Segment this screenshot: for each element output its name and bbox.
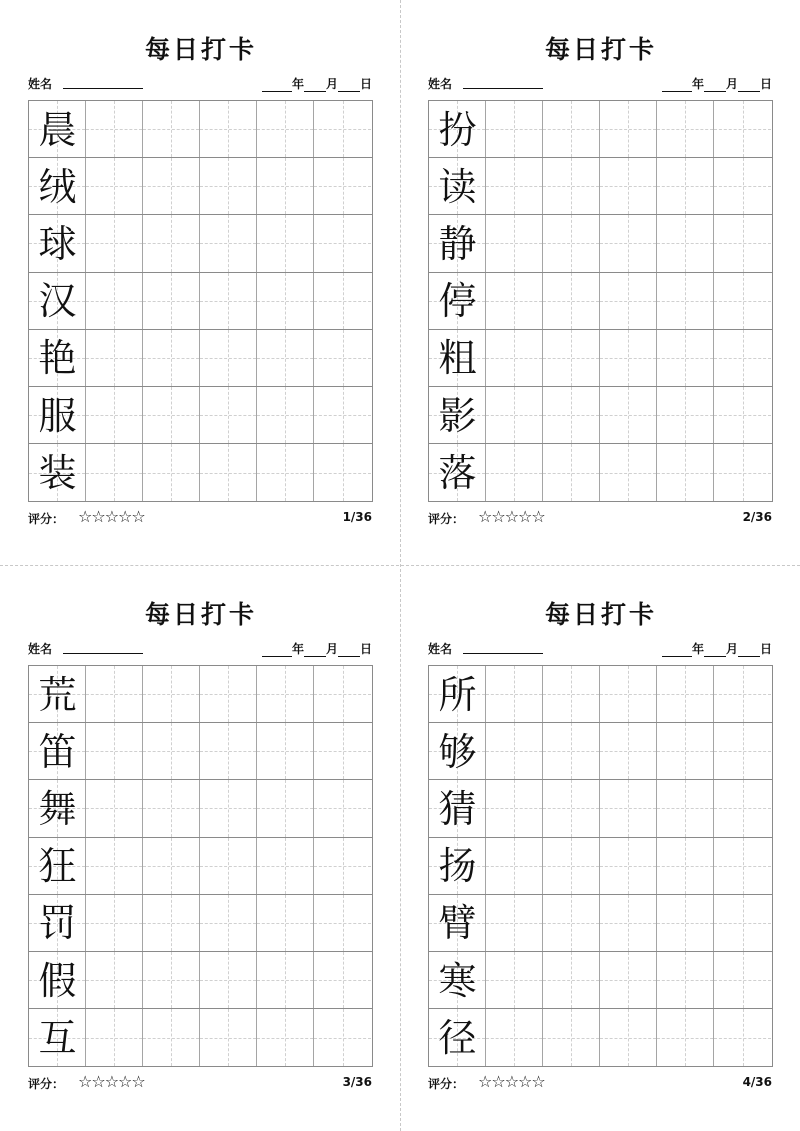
score-label: 评分： bbox=[428, 512, 465, 526]
month-label: 月 bbox=[725, 642, 738, 656]
name-field[interactable] bbox=[63, 653, 143, 654]
grid-row bbox=[429, 158, 772, 215]
model-character: 所 bbox=[438, 672, 477, 717]
score-label: 评分： bbox=[28, 512, 65, 526]
model-character: 装 bbox=[38, 450, 77, 495]
model-character: 艳 bbox=[38, 336, 77, 381]
grid-row bbox=[429, 387, 772, 444]
practice-cell[interactable] bbox=[714, 215, 771, 271]
practice-cell[interactable] bbox=[543, 952, 600, 1008]
grid-row bbox=[429, 444, 772, 501]
grid-row bbox=[29, 1009, 372, 1066]
practice-cell[interactable] bbox=[600, 895, 657, 951]
practice-cell[interactable] bbox=[600, 780, 657, 836]
practice-cell[interactable] bbox=[86, 101, 143, 157]
practice-cell[interactable] bbox=[657, 158, 714, 214]
practice-cell[interactable] bbox=[657, 330, 714, 386]
practice-cell[interactable] bbox=[86, 215, 143, 271]
practice-cell[interactable] bbox=[657, 387, 714, 443]
practice-cell[interactable] bbox=[86, 330, 143, 386]
practice-cell[interactable] bbox=[486, 895, 543, 951]
practice-cell[interactable] bbox=[714, 780, 771, 836]
card-title: 每日打卡 bbox=[144, 600, 257, 629]
date-fields bbox=[262, 640, 372, 657]
info-row bbox=[28, 640, 374, 658]
practice-cell[interactable] bbox=[314, 101, 371, 157]
date-fields bbox=[662, 640, 772, 657]
model-character: 粗 bbox=[438, 336, 477, 381]
practice-cell[interactable] bbox=[314, 215, 371, 271]
practice-cell[interactable] bbox=[143, 444, 200, 501]
practice-cell[interactable] bbox=[486, 387, 543, 443]
practice-cell[interactable] bbox=[600, 1009, 657, 1066]
practice-cell[interactable] bbox=[543, 273, 600, 329]
practice-cell[interactable] bbox=[657, 215, 714, 271]
grid-row bbox=[29, 387, 372, 444]
practice-cell[interactable] bbox=[257, 444, 314, 501]
practice-cell[interactable] bbox=[143, 273, 200, 329]
card-title: 每日打卡 bbox=[144, 35, 257, 64]
practice-cell[interactable] bbox=[486, 330, 543, 386]
grid-row bbox=[29, 158, 372, 215]
grid-row bbox=[29, 444, 372, 501]
practice-cell[interactable] bbox=[600, 838, 657, 894]
practice-cell[interactable] bbox=[600, 952, 657, 1008]
practice-cell[interactable] bbox=[543, 780, 600, 836]
year-field[interactable] bbox=[262, 79, 292, 92]
month-label: 月 bbox=[325, 77, 338, 91]
practice-cell[interactable] bbox=[200, 158, 257, 214]
practice-cell[interactable] bbox=[714, 952, 771, 1008]
card-footer bbox=[428, 1072, 774, 1093]
grid-row bbox=[429, 838, 772, 895]
practice-cell[interactable] bbox=[600, 330, 657, 386]
practice-cell[interactable] bbox=[86, 1009, 143, 1066]
practice-cell[interactable] bbox=[543, 1009, 600, 1066]
practice-card-4 bbox=[428, 565, 774, 1091]
practice-cell[interactable] bbox=[257, 387, 314, 443]
grid-row bbox=[429, 215, 772, 272]
practice-cell[interactable] bbox=[714, 1009, 771, 1066]
practice-cell[interactable] bbox=[600, 273, 657, 329]
practice-cell[interactable] bbox=[314, 1009, 371, 1066]
grid-row bbox=[29, 215, 372, 272]
practice-cell[interactable] bbox=[486, 444, 543, 501]
practice-cell[interactable] bbox=[314, 330, 371, 386]
practice-cell[interactable] bbox=[257, 215, 314, 271]
practice-cell[interactable] bbox=[600, 101, 657, 157]
practice-cell[interactable] bbox=[486, 780, 543, 836]
grid-row bbox=[429, 330, 772, 387]
grid-row bbox=[29, 273, 372, 330]
grid-row bbox=[429, 1009, 772, 1066]
practice-cell[interactable] bbox=[200, 444, 257, 501]
day-field[interactable] bbox=[738, 79, 760, 92]
grid-row bbox=[29, 838, 372, 895]
model-character: 静 bbox=[438, 221, 477, 266]
practice-cell[interactable] bbox=[143, 666, 200, 722]
star-rating-icon[interactable]: ☆☆☆☆☆ bbox=[78, 507, 145, 526]
practice-cell[interactable] bbox=[200, 723, 257, 779]
name-label: 姓名 bbox=[28, 642, 53, 656]
practice-cell[interactable] bbox=[714, 273, 771, 329]
model-character: 互 bbox=[38, 1015, 77, 1060]
practice-cell[interactable] bbox=[314, 387, 371, 443]
practice-cell[interactable] bbox=[86, 158, 143, 214]
practice-cell[interactable] bbox=[200, 780, 257, 836]
page-number: 4/36 bbox=[742, 1075, 772, 1089]
practice-cell[interactable] bbox=[257, 273, 314, 329]
year-label: 年 bbox=[691, 642, 704, 656]
practice-cell[interactable] bbox=[200, 387, 257, 443]
writing-grid bbox=[428, 100, 773, 502]
practice-cell[interactable] bbox=[143, 780, 200, 836]
grid-row bbox=[29, 101, 372, 158]
month-label: 月 bbox=[725, 77, 738, 91]
grid-row bbox=[429, 666, 772, 723]
practice-cell[interactable] bbox=[657, 444, 714, 501]
practice-cell[interactable] bbox=[543, 387, 600, 443]
practice-cell[interactable] bbox=[257, 158, 314, 214]
model-character: 荒 bbox=[38, 672, 77, 717]
name-label: 姓名 bbox=[428, 642, 453, 656]
practice-cell[interactable] bbox=[600, 158, 657, 214]
name-label: 姓名 bbox=[28, 77, 53, 91]
practice-cell[interactable] bbox=[486, 666, 543, 722]
practice-cell[interactable] bbox=[257, 780, 314, 836]
star-rating-icon[interactable]: ☆☆☆☆☆ bbox=[478, 507, 545, 526]
practice-cell[interactable] bbox=[714, 895, 771, 951]
model-character: 服 bbox=[38, 393, 77, 438]
model-character: 径 bbox=[438, 1015, 477, 1060]
model-character: 读 bbox=[438, 164, 477, 209]
practice-cell[interactable] bbox=[600, 444, 657, 501]
practice-cell[interactable] bbox=[314, 158, 371, 214]
practice-cell[interactable] bbox=[86, 387, 143, 443]
month-label: 月 bbox=[325, 642, 338, 656]
model-character: 球 bbox=[38, 221, 77, 266]
grid-row bbox=[429, 895, 772, 952]
practice-cell[interactable] bbox=[714, 330, 771, 386]
day-label: 日 bbox=[359, 77, 372, 91]
model-character: 影 bbox=[438, 393, 477, 438]
model-character: 猜 bbox=[438, 786, 477, 831]
practice-cell[interactable] bbox=[657, 838, 714, 894]
model-character: 扮 bbox=[438, 107, 477, 152]
year-label: 年 bbox=[291, 642, 304, 656]
practice-cell[interactable] bbox=[257, 895, 314, 951]
practice-cell[interactable] bbox=[200, 330, 257, 386]
score-label: 评分： bbox=[428, 1077, 465, 1091]
model-character: 狂 bbox=[38, 844, 77, 889]
practice-cell[interactable] bbox=[543, 723, 600, 779]
practice-cell[interactable] bbox=[143, 330, 200, 386]
practice-cell[interactable] bbox=[143, 838, 200, 894]
info-row bbox=[428, 640, 774, 658]
practice-cell[interactable] bbox=[314, 273, 371, 329]
model-character: 笛 bbox=[38, 729, 77, 774]
practice-cell[interactable] bbox=[543, 666, 600, 722]
year-field[interactable] bbox=[662, 644, 692, 657]
page-number: 2/36 bbox=[742, 510, 772, 524]
practice-cell[interactable] bbox=[143, 158, 200, 214]
practice-cell[interactable] bbox=[600, 723, 657, 779]
practice-cell[interactable] bbox=[143, 723, 200, 779]
writing-grid bbox=[28, 665, 373, 1067]
practice-cell[interactable] bbox=[143, 387, 200, 443]
star-rating-icon[interactable]: ☆☆☆☆☆ bbox=[78, 1072, 145, 1091]
date-fields bbox=[262, 75, 372, 92]
month-field[interactable] bbox=[304, 644, 326, 657]
practice-cell[interactable] bbox=[543, 330, 600, 386]
year-label: 年 bbox=[291, 77, 304, 91]
practice-cell[interactable] bbox=[143, 1009, 200, 1066]
card-footer bbox=[28, 507, 374, 528]
practice-cell[interactable] bbox=[314, 666, 371, 722]
practice-card-2 bbox=[428, 0, 774, 526]
practice-cell[interactable] bbox=[86, 780, 143, 836]
grid-row bbox=[29, 780, 372, 837]
practice-cell[interactable] bbox=[714, 101, 771, 157]
practice-cell[interactable] bbox=[200, 838, 257, 894]
model-character: 晨 bbox=[38, 107, 77, 152]
practice-cell[interactable] bbox=[657, 101, 714, 157]
card-footer bbox=[428, 507, 774, 528]
practice-cell[interactable] bbox=[714, 838, 771, 894]
practice-card-3 bbox=[28, 565, 374, 1091]
practice-cell[interactable] bbox=[257, 952, 314, 1008]
info-row bbox=[28, 75, 374, 93]
month-field[interactable] bbox=[704, 644, 726, 657]
practice-cell[interactable] bbox=[486, 1009, 543, 1066]
practice-cell[interactable] bbox=[657, 895, 714, 951]
practice-cell[interactable] bbox=[714, 723, 771, 779]
practice-cell[interactable] bbox=[657, 666, 714, 722]
grid-row bbox=[429, 101, 772, 158]
grid-row bbox=[429, 952, 772, 1009]
practice-cell[interactable] bbox=[714, 158, 771, 214]
grid-row bbox=[429, 780, 772, 837]
practice-cell[interactable] bbox=[86, 666, 143, 722]
writing-grid bbox=[28, 100, 373, 502]
day-label: 日 bbox=[759, 77, 772, 91]
practice-cell[interactable] bbox=[486, 158, 543, 214]
card-title: 每日打卡 bbox=[544, 35, 657, 64]
day-label: 日 bbox=[759, 642, 772, 656]
day-field[interactable] bbox=[338, 79, 360, 92]
practice-cell[interactable] bbox=[143, 952, 200, 1008]
practice-cell[interactable] bbox=[314, 838, 371, 894]
practice-cell[interactable] bbox=[543, 444, 600, 501]
card-footer bbox=[28, 1072, 374, 1093]
model-character: 绒 bbox=[38, 164, 77, 209]
practice-cell[interactable] bbox=[314, 723, 371, 779]
name-label: 姓名 bbox=[428, 77, 453, 91]
grid-row bbox=[429, 273, 772, 330]
month-field[interactable] bbox=[704, 79, 726, 92]
practice-cell[interactable] bbox=[257, 101, 314, 157]
practice-cell[interactable] bbox=[314, 444, 371, 501]
name-field[interactable] bbox=[463, 653, 543, 654]
practice-cell[interactable] bbox=[314, 895, 371, 951]
star-rating-icon[interactable]: ☆☆☆☆☆ bbox=[478, 1072, 545, 1091]
day-label: 日 bbox=[359, 642, 372, 656]
model-character: 汉 bbox=[38, 279, 77, 324]
practice-cell[interactable] bbox=[257, 1009, 314, 1066]
practice-cell[interactable] bbox=[86, 444, 143, 501]
practice-cell[interactable] bbox=[86, 895, 143, 951]
practice-cell[interactable] bbox=[543, 158, 600, 214]
practice-cell[interactable] bbox=[486, 273, 543, 329]
practice-cell[interactable] bbox=[200, 215, 257, 271]
year-field[interactable] bbox=[262, 644, 292, 657]
grid-row bbox=[29, 723, 372, 780]
practice-cell[interactable] bbox=[714, 387, 771, 443]
practice-cell[interactable] bbox=[86, 723, 143, 779]
name-field[interactable] bbox=[63, 88, 143, 89]
model-character: 假 bbox=[38, 958, 77, 1003]
page-number: 3/36 bbox=[342, 1075, 372, 1089]
practice-cell[interactable] bbox=[200, 101, 257, 157]
practice-cell[interactable] bbox=[657, 952, 714, 1008]
grid-row bbox=[29, 666, 372, 723]
practice-cell[interactable] bbox=[314, 952, 371, 1008]
practice-cell[interactable] bbox=[600, 215, 657, 271]
writing-grid bbox=[428, 665, 773, 1067]
month-field[interactable] bbox=[304, 79, 326, 92]
page-number: 1/36 bbox=[342, 510, 372, 524]
practice-cell[interactable] bbox=[257, 330, 314, 386]
practice-cell[interactable] bbox=[543, 895, 600, 951]
date-fields bbox=[662, 75, 772, 92]
practice-cell[interactable] bbox=[86, 952, 143, 1008]
practice-cell[interactable] bbox=[486, 101, 543, 157]
grid-row bbox=[29, 330, 372, 387]
practice-cell[interactable] bbox=[657, 1009, 714, 1066]
practice-cell[interactable] bbox=[200, 666, 257, 722]
model-character: 舞 bbox=[38, 786, 77, 831]
practice-cell[interactable] bbox=[200, 273, 257, 329]
practice-cell[interactable] bbox=[657, 273, 714, 329]
practice-cell[interactable] bbox=[143, 895, 200, 951]
practice-cell[interactable] bbox=[600, 387, 657, 443]
practice-cell[interactable] bbox=[486, 952, 543, 1008]
day-field[interactable] bbox=[338, 644, 360, 657]
practice-cell[interactable] bbox=[143, 215, 200, 271]
practice-cell[interactable] bbox=[543, 838, 600, 894]
practice-cell[interactable] bbox=[86, 273, 143, 329]
model-character: 臂 bbox=[438, 901, 477, 946]
score-label: 评分： bbox=[28, 1077, 65, 1091]
info-row bbox=[428, 75, 774, 93]
model-character: 扬 bbox=[438, 844, 477, 889]
practice-cell[interactable] bbox=[257, 666, 314, 722]
grid-row bbox=[29, 952, 372, 1009]
practice-cell[interactable] bbox=[600, 666, 657, 722]
practice-cell[interactable] bbox=[486, 215, 543, 271]
practice-card-1 bbox=[28, 0, 374, 526]
year-field[interactable] bbox=[662, 79, 692, 92]
day-field[interactable] bbox=[738, 644, 760, 657]
practice-cell[interactable] bbox=[200, 952, 257, 1008]
card-title: 每日打卡 bbox=[544, 600, 657, 629]
practice-cell[interactable] bbox=[486, 723, 543, 779]
model-character: 停 bbox=[438, 279, 477, 324]
practice-cell[interactable] bbox=[200, 895, 257, 951]
grid-row bbox=[429, 723, 772, 780]
model-character: 落 bbox=[438, 450, 477, 495]
practice-cell[interactable] bbox=[86, 838, 143, 894]
practice-cell[interactable] bbox=[257, 723, 314, 779]
grid-row bbox=[29, 895, 372, 952]
practice-cell[interactable] bbox=[143, 101, 200, 157]
model-character: 寒 bbox=[438, 958, 477, 1003]
practice-cell[interactable] bbox=[543, 215, 600, 271]
practice-cell[interactable] bbox=[543, 101, 600, 157]
practice-cell[interactable] bbox=[314, 780, 371, 836]
practice-cell[interactable] bbox=[200, 1009, 257, 1066]
name-field[interactable] bbox=[463, 88, 543, 89]
year-label: 年 bbox=[691, 77, 704, 91]
practice-cell[interactable] bbox=[657, 723, 714, 779]
model-character: 罚 bbox=[38, 901, 77, 946]
practice-cell[interactable] bbox=[257, 838, 314, 894]
practice-cell[interactable] bbox=[714, 666, 771, 722]
practice-cell[interactable] bbox=[486, 838, 543, 894]
practice-cell[interactable] bbox=[657, 780, 714, 836]
practice-cell[interactable] bbox=[714, 444, 771, 501]
model-character: 够 bbox=[438, 729, 477, 774]
